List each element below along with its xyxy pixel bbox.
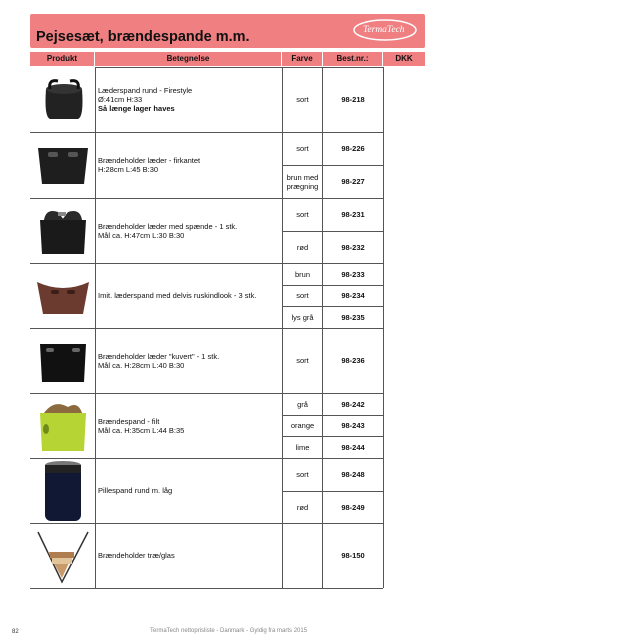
termatech-logo (351, 17, 419, 43)
color-cell: sort (296, 291, 309, 300)
color-cell: grå (297, 399, 308, 409)
color-cell: brun med prægning (286, 172, 319, 191)
description-line: Mål ca. H:47cm L:30 B:30 (98, 230, 185, 240)
item-number-cell: 98-218 (341, 95, 365, 104)
item-number-cell: 98-249 (341, 502, 365, 512)
color-cell: sort (296, 144, 309, 153)
item-number-cell: 98-227 (341, 177, 365, 186)
page-number: 82 (12, 629, 19, 635)
row-divider (30, 588, 383, 589)
product-description (98, 263, 278, 328)
description-line: Pillespand rund m. låg (98, 486, 173, 495)
color-cell: brun (294, 269, 310, 279)
product-description (98, 198, 278, 263)
description-line: Brændespand - filt (98, 416, 160, 426)
footer-text: TermaTech nettoprisliste - Danmark - Gyldig fra marts 2015 (150, 628, 308, 634)
item-number-cell: 98-234 (341, 291, 365, 300)
color-cell: sort (296, 470, 309, 479)
item-number-cell: 98-235 (341, 312, 365, 322)
header-bar (30, 14, 425, 48)
round-leather-bucket-image (31, 70, 94, 129)
wood-glass-holder-image (31, 526, 94, 585)
product-description (98, 458, 278, 523)
column-header-betegnelse: Betegnelse (95, 52, 281, 66)
column-divider (383, 67, 384, 588)
column-header-produkt: Produkt (30, 52, 94, 66)
imitation-leather-bucket-image (31, 266, 94, 325)
description-line: Ø:41cm H:33 (98, 95, 143, 104)
square-leather-holder-image (31, 135, 94, 195)
description-line: Brændeholder træ/glas (98, 551, 175, 560)
color-cell: sort (296, 210, 309, 219)
description-line: Mål ca. H:35cm L:44 B:35 (98, 425, 185, 435)
envelope-leather-holder-image (31, 331, 94, 390)
item-number-cell: 98-232 (341, 242, 365, 252)
stock-notice: Så længe lager haves (98, 104, 175, 113)
color-cell: sort (296, 95, 309, 104)
description-line: Brændeholder læder "kuvert" - 1 stk. (98, 351, 220, 361)
logo-text: TermaTech (363, 25, 405, 35)
item-number-cell: 98-248 (341, 470, 365, 479)
description-line: Imit. læderspand med delvis ruskindlook - 3 stk. (98, 291, 257, 300)
color-cell: lime (295, 442, 310, 452)
item-number-cell: 98-242 (341, 399, 365, 409)
product-description (98, 393, 278, 458)
color-cell: rød (296, 502, 309, 512)
color-cell: orange (290, 421, 315, 430)
description-line: Brændeholder læder - firkantet (98, 156, 201, 165)
buckle-leather-holder-image (31, 201, 94, 260)
description-line: Læderspand rund - Firestyle (98, 86, 193, 95)
item-number-cell: 98-150 (341, 551, 365, 560)
item-number-cell: 98-233 (341, 269, 365, 279)
felt-bucket-image (31, 396, 94, 455)
product-description (98, 67, 278, 132)
column-header-bestnr: Best.nr.: (323, 52, 382, 66)
item-number-cell: 98-231 (341, 210, 365, 219)
product-description (98, 132, 278, 198)
item-number-cell: 98-244 (341, 442, 365, 452)
description-line: Brændeholder læder med spænde - 1 stk. (98, 221, 238, 231)
color-cell: lys grå (291, 312, 314, 322)
color-cell: rød (296, 242, 309, 252)
color-cell: sort (296, 356, 309, 365)
description-line: H:28cm L:45 B:30 (98, 165, 159, 174)
column-header-dkk: DKK (383, 52, 425, 66)
description-line: Mål ca. H:28cm L:40 B:30 (98, 360, 185, 370)
pellet-bucket-image (31, 461, 94, 520)
product-description (98, 328, 278, 393)
item-number-cell: 98-226 (341, 144, 365, 153)
item-number-cell: 98-243 (341, 421, 365, 430)
column-header-farve: Farve (282, 52, 322, 66)
page-title: Pejsesæt, brændespande m.m. (36, 29, 250, 45)
color-cell (283, 523, 322, 588)
product-description (98, 523, 278, 588)
item-number-cell: 98-236 (341, 356, 365, 365)
